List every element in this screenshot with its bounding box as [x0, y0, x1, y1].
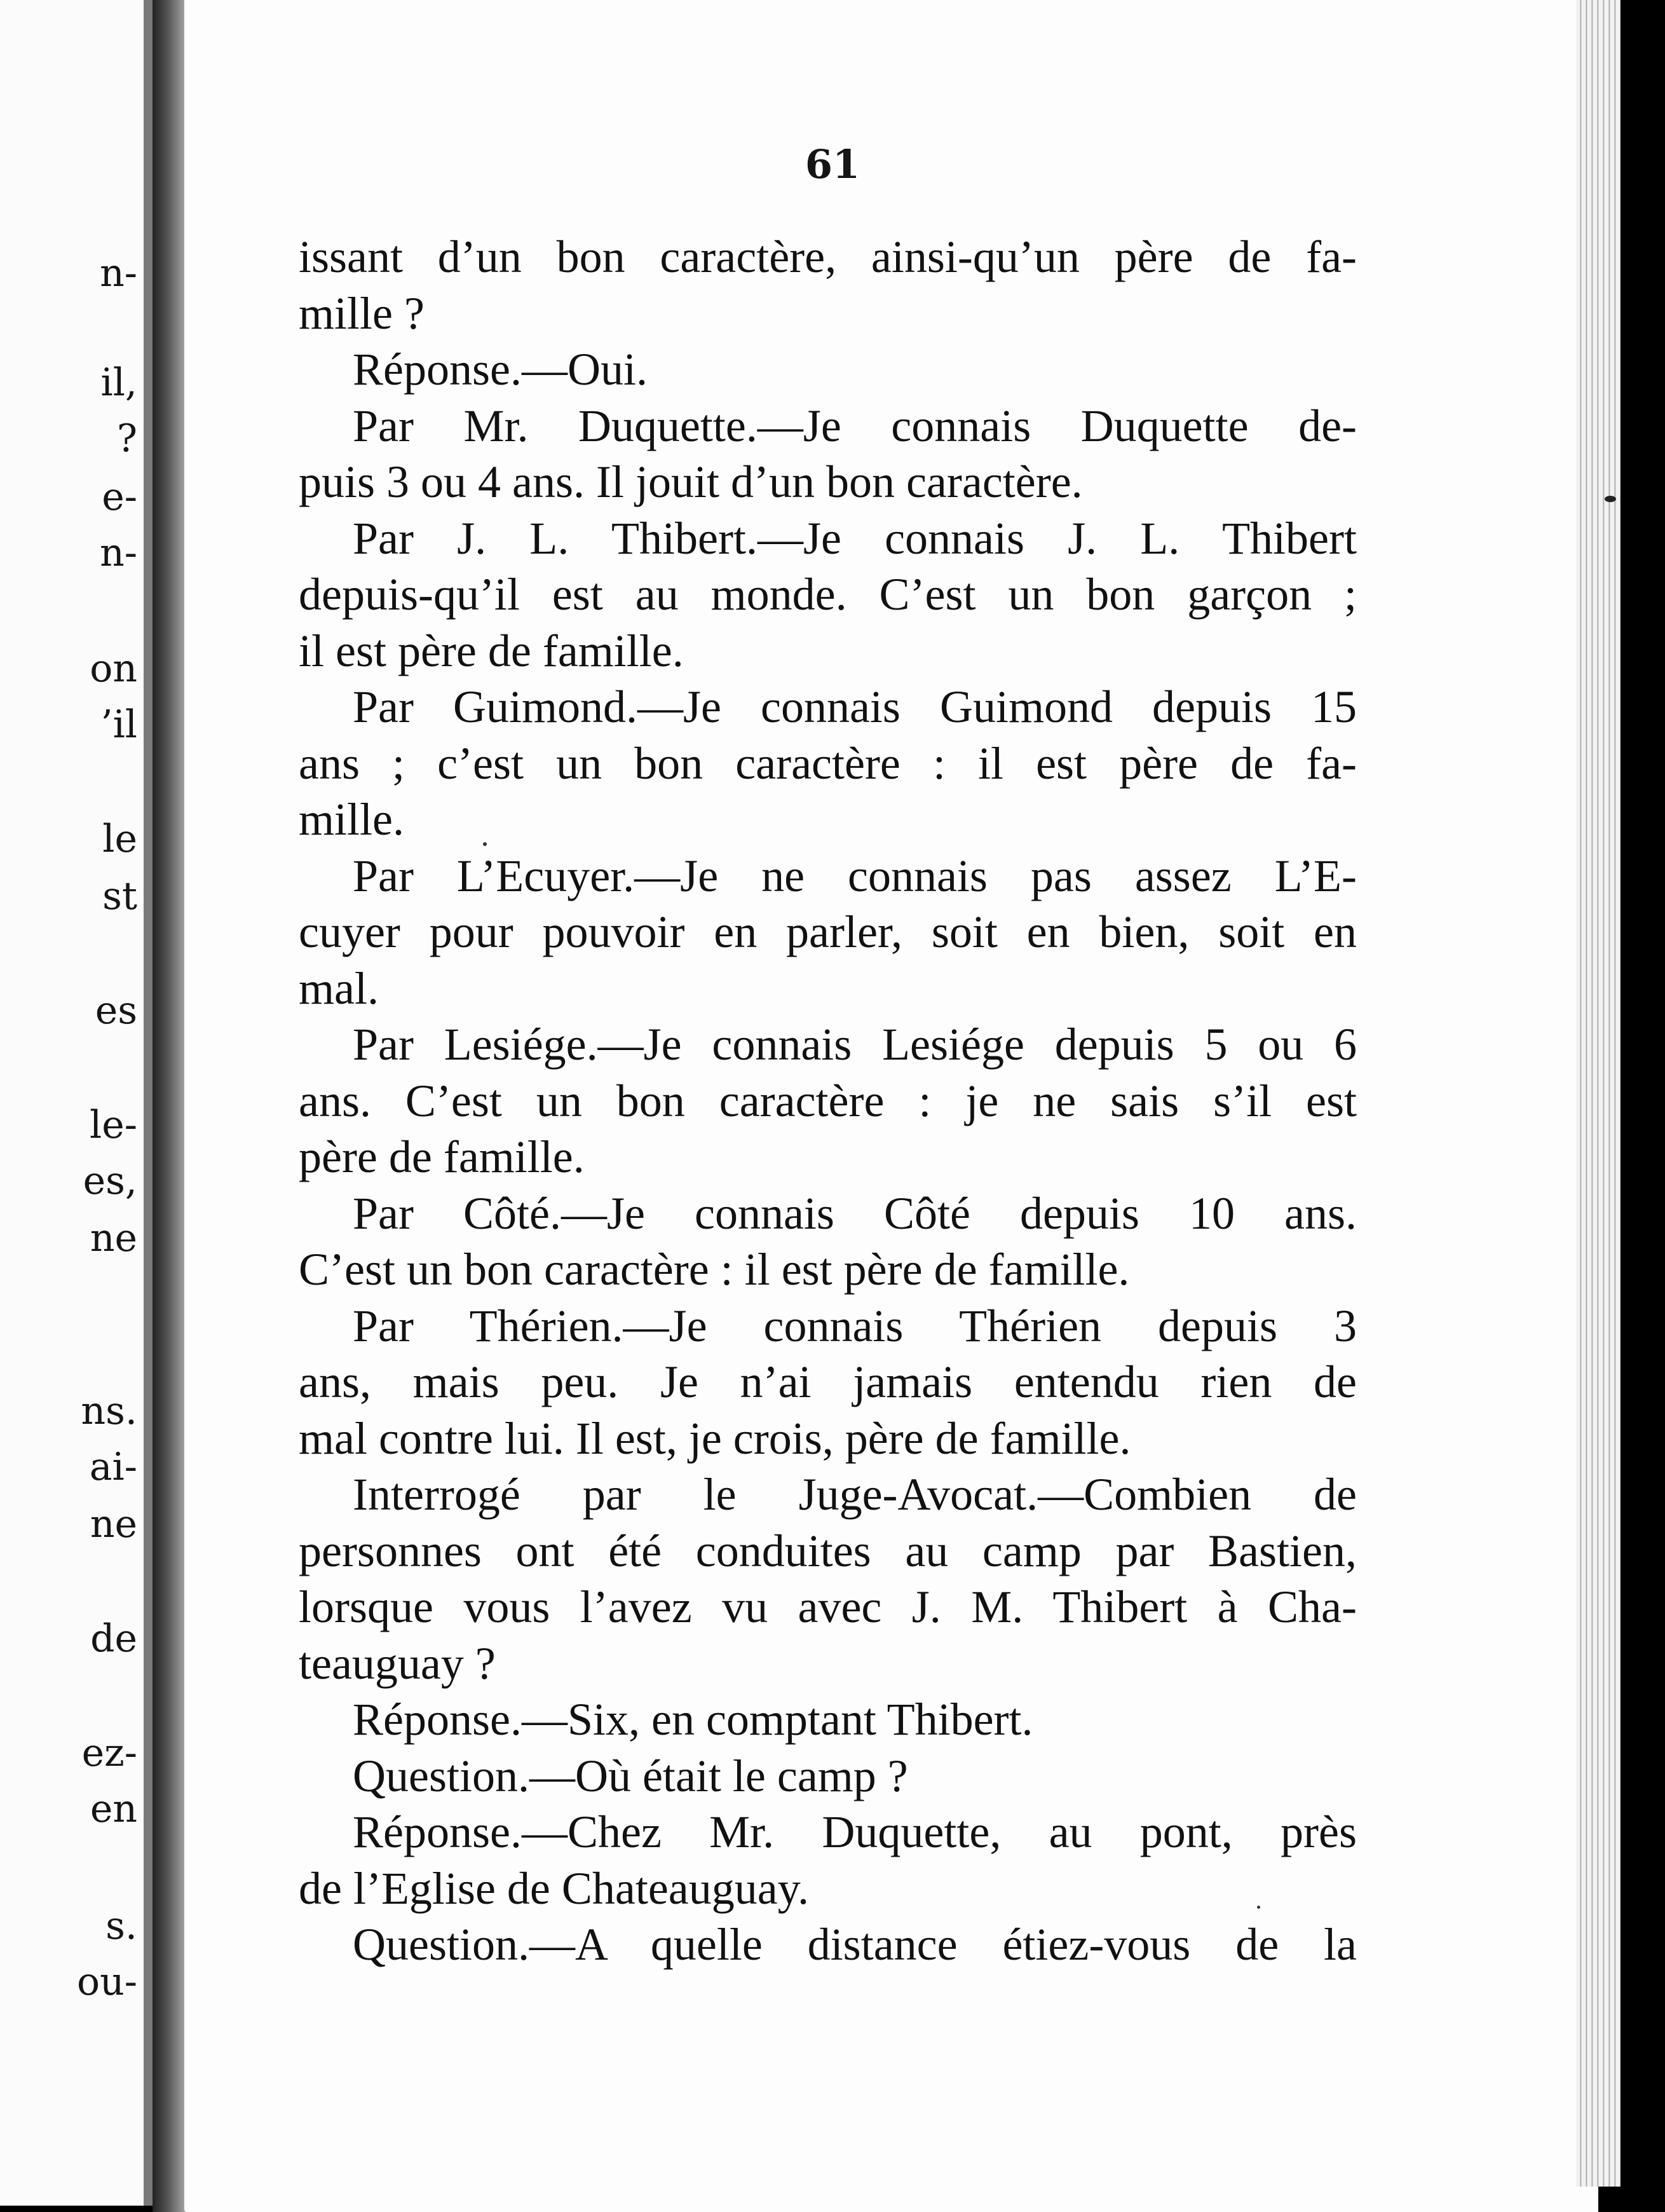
left-page-edge [0, 0, 153, 2206]
left-margin-fragment: st [102, 874, 137, 918]
text-line: mille ? [299, 287, 425, 339]
text-line: Réponse.—Oui. [353, 344, 648, 395]
left-margin-fragment: ne [90, 1502, 137, 1546]
scan-speck [1257, 1906, 1260, 1909]
text-line: puis 3 ou 4 ans. Il jouit d’un bon caractère. [299, 456, 1083, 507]
left-margin-fragment: ’il [100, 702, 137, 747]
text-line: lorsque vous l’avez vu avec J. M. Thibert à Cha- [299, 1581, 1357, 1632]
page-edge-stack [1576, 0, 1621, 2187]
text-line: mal. [299, 962, 379, 1014]
left-margin-fragment: en [90, 1787, 137, 1831]
scan-border [1621, 0, 1665, 2212]
scan-speck [1605, 496, 1616, 502]
text-line: il est père de famille. [299, 625, 684, 676]
left-margin-fragment: ns. [81, 1389, 137, 1433]
text-line: ans ; c’est un bon caractère : il est père de fa- [299, 737, 1357, 789]
left-margin-fragment: ez- [81, 1731, 137, 1775]
text-line: ans. C’est un bon caractère : je ne sais s’il est [299, 1075, 1357, 1126]
left-margin-fragment: ai- [89, 1445, 137, 1489]
left-margin-fragment: n- [100, 531, 137, 575]
left-margin-fragment: le- [90, 1103, 137, 1147]
text-line: Question.—Où était le camp ? [353, 1750, 908, 1801]
text-line: de l’Eglise de Chateauguay. [299, 1862, 810, 1914]
text-line: issant d’un bon caractère, ainsi-qu’un père de fa- [299, 231, 1357, 282]
text-line: teauguay ? [299, 1637, 496, 1689]
text-line: mille. [299, 794, 404, 845]
scan-speck [483, 842, 487, 846]
text-line: cuyer pour pouvoir en parler, soit en bien, soit en [299, 906, 1357, 957]
page-number: 61 [805, 141, 860, 188]
text-line: Question.—A quelle distance étiez-vous de la [353, 1919, 1357, 1970]
text-line: Réponse.—Six, en comptant Thibert. [353, 1694, 1033, 1745]
left-margin-fragment: s. [105, 1904, 137, 1948]
left-margin-fragment: le [102, 817, 137, 861]
text-line: Par Mr. Duquette.—Je connais Duquette de- [353, 400, 1357, 451]
text-line: Par Lesiége.—Je connais Lesiége depuis 5 ou 6 [353, 1019, 1357, 1070]
left-margin-fragment: on [90, 646, 137, 691]
text-line: Par Côté.—Je connais Côté depuis 10 ans. [353, 1187, 1357, 1239]
left-margin-fragment: il, [100, 360, 137, 405]
left-margin-fragment: n- [100, 251, 137, 296]
left-margin-fragment: e- [102, 475, 137, 519]
left-margin-fragment: ne [90, 1216, 137, 1260]
text-line: mal contre lui. Il est, je crois, père de famille. [299, 1412, 1131, 1464]
text-line: C’est un bon caractère : il est père de famille. [299, 1244, 1130, 1295]
text-line: Par Thérien.—Je connais Thérien depuis 3 [353, 1300, 1357, 1351]
left-margin-fragment: ? [116, 416, 137, 461]
text-line: personnes ont été conduites au camp par Bastien, [299, 1525, 1357, 1576]
text-line: depuis-qu’il est au monde. C’est un bon garçon ; [299, 569, 1357, 620]
text-line: Réponse.—Chez Mr. Duquette, au pont, près [353, 1806, 1357, 1857]
left-margin-fragment: es [95, 988, 137, 1033]
left-margin-fragment: de [90, 1616, 137, 1661]
text-line: Par Guimond.—Je connais Guimond depuis 15 [353, 681, 1357, 732]
text-line: Par J. L. Thibert.—Je connais J. L. Thibert [353, 512, 1357, 564]
text-line: père de famille. [299, 1131, 585, 1182]
left-margin-fragment: es, [83, 1159, 137, 1203]
page-body-text [299, 229, 1357, 1973]
text-line: ans, mais peu. Je n’ai jamais entendu rien de [299, 1356, 1357, 1407]
text-line: Par L’Ecuyer.—Je ne connais pas assez L’E- [353, 850, 1357, 901]
text-line: Interrogé par le Juge-Avocat.—Combien de [353, 1469, 1357, 1520]
left-margin-fragment: ou- [76, 1960, 137, 2004]
